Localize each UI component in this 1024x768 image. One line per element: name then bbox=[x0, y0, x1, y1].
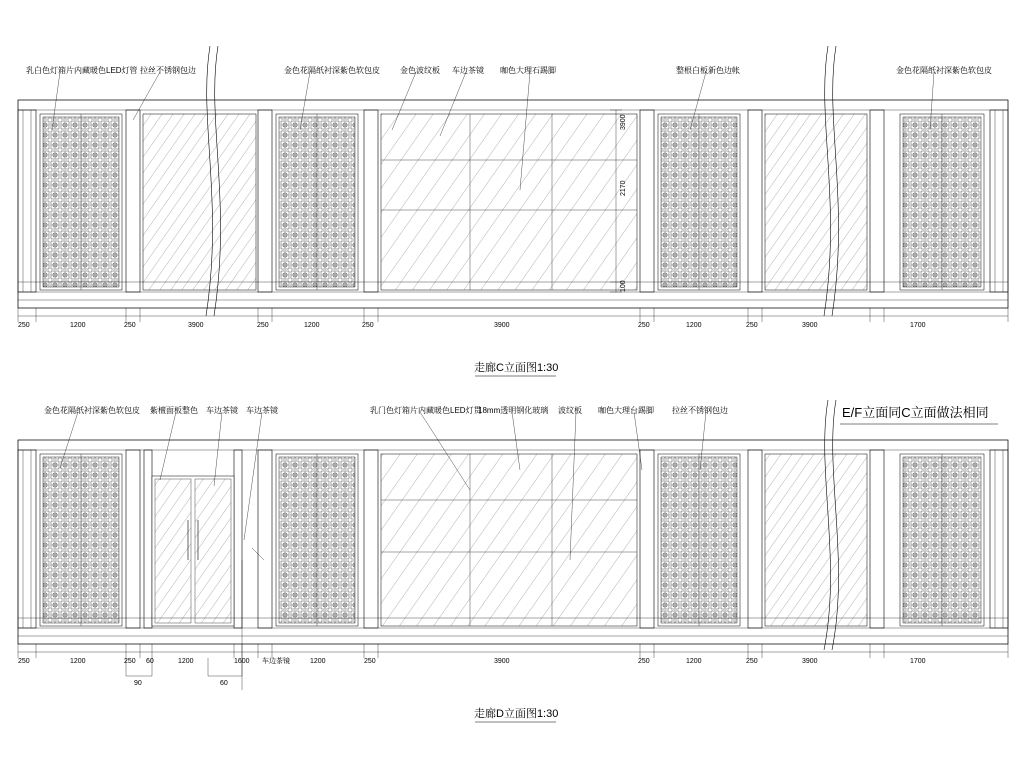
dim-c-7: 3900 bbox=[494, 322, 510, 329]
subdim-d-1: 60 bbox=[220, 680, 228, 687]
label-c-4: 车边茶镜 bbox=[452, 66, 484, 75]
label-d-2: 车边茶镜 bbox=[206, 406, 238, 415]
elevation-d-title: 走廊D立面图1:30 bbox=[474, 708, 559, 720]
dim-d-14: 1700 bbox=[910, 658, 926, 665]
dim-d-10: 250 bbox=[638, 658, 650, 665]
dim-d-13: 3900 bbox=[802, 658, 818, 665]
dim-c-2: 250 bbox=[124, 322, 136, 329]
dim-d-4: 1200 bbox=[178, 658, 194, 665]
dim-c-0: 250 bbox=[18, 322, 30, 329]
dim-c-3: 3900 bbox=[188, 322, 204, 329]
dim-d-0: 250 bbox=[18, 658, 30, 665]
label-c-0: 乳白色灯箱片内藏暖色LED灯管 bbox=[26, 66, 138, 75]
label-c-2: 金色花隔纸衬深紫色软包皮 bbox=[284, 66, 380, 75]
dim-c-10: 250 bbox=[746, 322, 758, 329]
label-c-7: 金色花隔纸衬深紫色软包皮 bbox=[896, 66, 992, 75]
dim-c-8: 250 bbox=[638, 322, 650, 329]
subdim-d-0: 90 bbox=[134, 680, 142, 687]
vdim-c-2: 100 bbox=[620, 280, 627, 292]
label-d-3: 车边茶镜 bbox=[246, 406, 278, 415]
dim-d-9: 3900 bbox=[494, 658, 510, 665]
label-d-5: 18mm透明钢化玻璃 bbox=[478, 406, 549, 415]
dim-d-12: 250 bbox=[746, 658, 758, 665]
label-d-7: 咖色大理台踢脚 bbox=[598, 406, 654, 415]
dim-d-1: 1200 bbox=[70, 658, 86, 665]
dim-c-11: 3900 bbox=[802, 322, 818, 329]
dim-d-11: 1200 bbox=[686, 658, 702, 665]
label-c-1: 拉丝不锈钢包边 bbox=[140, 66, 196, 75]
dim-d-2: 250 bbox=[124, 658, 136, 665]
dim-c-4: 250 bbox=[257, 322, 269, 329]
vdim-c-0: 3900 bbox=[620, 114, 627, 130]
vdim-c-1: 2170 bbox=[620, 180, 627, 196]
label-d-1: 紫檀面板整色 bbox=[150, 406, 198, 415]
elevation-c-title: 走廊C立面图1:30 bbox=[474, 362, 559, 374]
dim-d-5: 1600 bbox=[234, 658, 250, 665]
dim-c-5: 1200 bbox=[304, 322, 320, 329]
label-d-4: 乳门色灯箱片内藏暖色LED灯贯 bbox=[370, 406, 482, 415]
label-c-6: 整根白板新色边帐 bbox=[676, 66, 740, 75]
dim-c-6: 250 bbox=[362, 322, 374, 329]
dim-c-12: 1700 bbox=[910, 322, 926, 329]
dim-d-7: 1200 bbox=[310, 658, 326, 665]
dim-c-1: 1200 bbox=[70, 322, 86, 329]
label-d-8: 拉丝不锈钢包边 bbox=[672, 406, 728, 415]
dim-d-6: 车边茶镜 bbox=[262, 658, 290, 665]
label-d-6: 波纹板 bbox=[558, 406, 582, 415]
general-note: E/F立面同C立面做法相同 bbox=[842, 405, 989, 420]
dim-c-9: 1200 bbox=[686, 322, 702, 329]
dim-d-8: 250 bbox=[364, 658, 376, 665]
label-c-5: 咖色大理石踢脚 bbox=[500, 66, 556, 75]
label-d-0: 金色花隔纸衬深紫色软包皮 bbox=[44, 406, 140, 415]
dim-d-3: 60 bbox=[146, 658, 154, 665]
label-c-3: 金色波纹板 bbox=[400, 66, 440, 75]
